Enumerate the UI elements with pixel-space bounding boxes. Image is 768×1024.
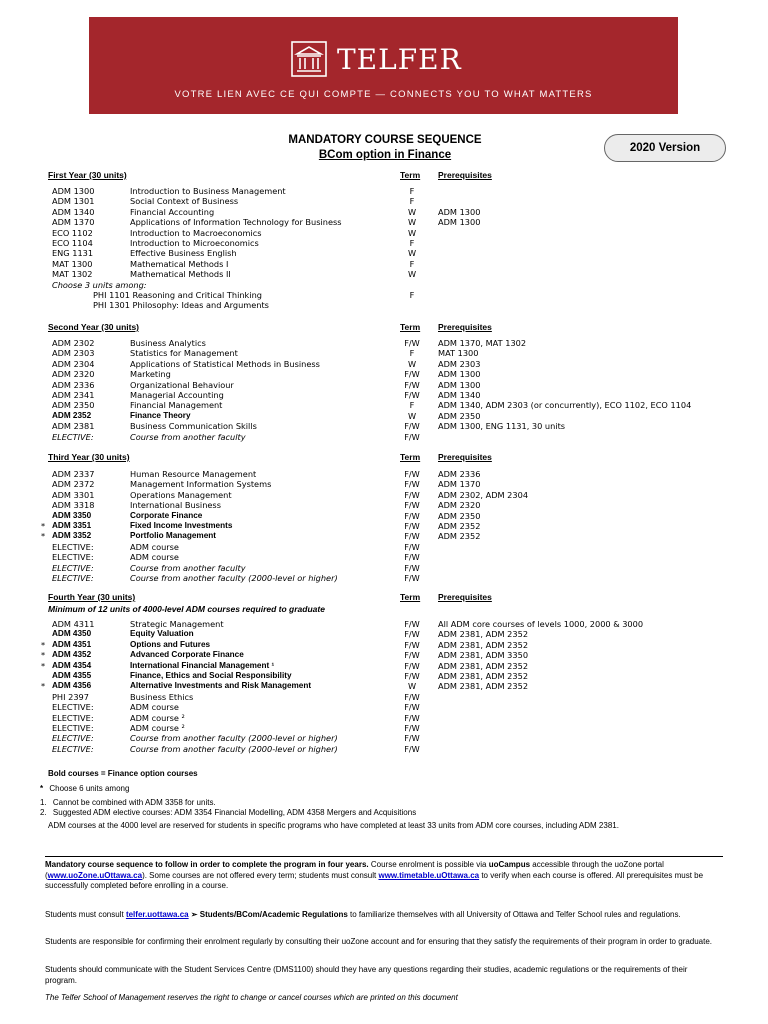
course-term: F/W (404, 338, 420, 348)
course-code: ENG 1131 (52, 248, 94, 259)
course-row (0, 359, 768, 370)
course-term: F/W (404, 521, 420, 531)
course-code: ADM 4354 (52, 660, 92, 670)
course-code: PHI 2397 (52, 691, 89, 702)
course-code: ADM 1340 (52, 206, 95, 217)
course-term: F/W (404, 671, 420, 681)
course-term: F/W (404, 531, 420, 542)
course-term: F/W (404, 500, 420, 511)
course-prereq: ADM 2381, ADM 2352 (438, 681, 529, 692)
course-prereq: ADM 2381, ADM 3350 (438, 650, 529, 661)
uozone-link[interactable]: www.uoZone.uOttawa.ca (47, 870, 143, 880)
star-note-text: Choose 6 units among (49, 784, 130, 793)
course-code: ADM 2381 (52, 421, 95, 432)
course-row (0, 744, 768, 755)
logo-text: TELFER (337, 42, 462, 76)
course-prereq: ADM 1300, ENG 1131, 30 units (438, 421, 566, 432)
course-row (0, 650, 768, 661)
course-title: Alternative Investments and Risk Management (130, 681, 312, 691)
course-code: ADM 3318 (52, 500, 95, 511)
course-title: Options and Futures (130, 639, 211, 649)
course-title: Portfolio Management (130, 531, 216, 541)
choice-term: F (409, 290, 415, 300)
course-term: F/W (404, 712, 420, 723)
star-marker: * (41, 660, 46, 671)
course-row (0, 400, 768, 411)
course-title: Management Information Systems (130, 479, 272, 490)
building-icon (289, 39, 329, 79)
course-code: ADM 3351 (52, 521, 92, 530)
course-row (0, 390, 768, 401)
footer-paragraph-3: Students are responsible for confirming their enrolment regularly by consulting their uoZone account and for ensuring that they satisfy the requirements of their program in order to graduate. (45, 937, 713, 946)
course-title: Managerial Accounting (130, 390, 224, 400)
course-term: F/W (404, 650, 420, 661)
course-row (0, 369, 768, 380)
course-row (0, 713, 768, 724)
course-row (0, 248, 768, 259)
footer-divider (45, 856, 723, 857)
footer-paragraph-5: The Telfer School of Management reserves the right to change or cancel courses which are printed on this document (45, 993, 458, 1002)
course-prereq: ADM 2352 (438, 521, 481, 531)
course-prereq: ADM 1340, ADM 2303 (or concurrently), ECO 1102, ECO 1104 (438, 400, 692, 411)
course-term: F/W (404, 510, 420, 521)
course-row (0, 702, 768, 713)
course-title: Human Resource Management (130, 469, 257, 479)
course-title: Finance Theory (130, 410, 191, 420)
course-code: ADM 2320 (52, 369, 95, 380)
course-term: F/W (404, 379, 420, 390)
course-row (0, 681, 768, 692)
footer-p1-uocampus: uoCampus (488, 860, 531, 869)
course-title: Business Analytics (130, 338, 206, 348)
course-row (0, 228, 768, 239)
telfer-link[interactable]: telfer.uottawa.ca (125, 910, 189, 919)
star-marker: * (41, 681, 46, 692)
course-term: F/W (404, 733, 420, 744)
footnote-2 (40, 808, 416, 819)
course-row (0, 238, 768, 249)
course-term: F/W (404, 660, 420, 671)
course-title: Applications of Information Technology for Business (130, 217, 342, 228)
course-title: Marketing (130, 369, 171, 380)
year4-term-header: Term (400, 592, 421, 602)
star-marker: * (40, 784, 44, 793)
course-row (0, 563, 768, 574)
course-title: Introduction to Microeconomics (130, 238, 259, 248)
course-code: ECO 1104 (52, 238, 93, 248)
course-row (0, 196, 768, 207)
course-row (0, 269, 768, 280)
course-prereq: ADM 2381, ADM 2352 (438, 629, 529, 640)
course-code: ADM 3352 (52, 531, 92, 541)
version-badge: 2020 Version (604, 134, 726, 162)
choice-title: PHI 1301 Philosophy: Ideas and Arguments (93, 300, 269, 311)
course-prereq: ADM 2350 (438, 410, 481, 421)
doc-subtitle-text: BCom option in Finance (318, 149, 452, 161)
course-row (0, 479, 768, 490)
course-row (0, 348, 768, 359)
course-code: ADM 2303 (52, 348, 95, 359)
footer-paragraph-4: Students should communicate with the Student Services Centre (DMS1100) should they have any questions regarding their studies, academic regulations or the requirements of their program. (45, 965, 688, 985)
course-code: ADM 2352 (52, 410, 92, 420)
course-title: ADM course (130, 541, 179, 552)
course-term: W (407, 227, 417, 238)
course-title: Social Context of Business (130, 196, 239, 207)
star-marker: * (41, 650, 46, 661)
course-code: MAT 1302 (52, 269, 93, 280)
course-row (0, 207, 768, 218)
doc-title: MANDATORY COURSE SEQUENCE (288, 134, 482, 146)
footer-p1-b: accessible through the uoZone portal ( (45, 860, 664, 880)
course-term: W (407, 206, 417, 217)
course-term: F (409, 186, 415, 196)
course-term: F/W (404, 552, 420, 563)
course-row (0, 542, 768, 553)
course-code: ELECTIVE: (52, 723, 94, 733)
footer-p1-a: Course enrolment is possible via (368, 860, 489, 869)
course-row (0, 629, 768, 640)
footnote-1 (40, 798, 216, 809)
course-prereq: ADM 1340 (438, 390, 481, 400)
year4-subheading: Minimum of 12 units of 4000-level ADM courses required to graduate (48, 604, 325, 614)
course-term: F/W (404, 629, 420, 640)
course-code: ELECTIVE: (52, 552, 94, 563)
course-term: F/W (404, 562, 420, 573)
course-term: F/W (404, 479, 420, 490)
course-title: Strategic Management (130, 619, 224, 629)
course-code: ADM 3301 (52, 489, 95, 500)
course-prereq: ADM 1300 (438, 379, 481, 390)
course-title: Course from another faculty (130, 562, 246, 573)
course-title: Introduction to Business Management (130, 186, 286, 196)
year3-term-header: Term (400, 452, 421, 462)
course-row (0, 500, 768, 511)
course-title: Mathematical Methods I (130, 258, 229, 269)
course-row (0, 380, 768, 391)
course-code: ADM 2372 (52, 479, 95, 490)
course-code: ADM 2336 (52, 379, 95, 390)
course-term: F (409, 196, 415, 207)
course-term: F/W (404, 369, 420, 380)
footnote-1-number: 1. (40, 798, 47, 807)
course-row (0, 186, 768, 197)
course-title: Equity Valuation (130, 629, 194, 639)
course-title: Corporate Finance (130, 510, 203, 520)
course-title: Business Ethics (130, 691, 194, 702)
year4-heading: Fourth Year (30 units) (48, 592, 136, 602)
course-title: Course from another faculty (2000-level or higher) (130, 733, 338, 744)
tagline: VOTRE LIEN AVEC CE QUI COMPTE — CONNECTS YOU TO WHAT MATTERS (174, 89, 593, 100)
course-title: Statistics for Management (130, 348, 238, 359)
course-prereq: ADM 2350 (438, 510, 481, 521)
course-title: Effective Business English (130, 248, 237, 259)
course-title: International Business (130, 500, 221, 511)
course-code: ADM 2337 (52, 469, 95, 479)
star-marker: * (41, 639, 46, 650)
footer-p1-bold: Mandatory course sequence to follow in order to complete the program in four years. (45, 860, 369, 869)
course-code: MAT 1300 (52, 258, 93, 269)
timetable-link[interactable]: www.timetable.uOttawa.ca (378, 870, 480, 880)
course-title: Introduction to Macroeconomics (130, 227, 262, 238)
course-code: ELECTIVE: (52, 562, 94, 573)
course-row (0, 661, 768, 672)
course-row (0, 733, 768, 744)
course-row (0, 338, 768, 349)
course-term: F/W (404, 541, 420, 552)
course-term: W (407, 410, 417, 421)
star-note (40, 784, 129, 795)
course-code: ELECTIVE: (52, 702, 94, 713)
course-code: ELECTIVE: (52, 743, 94, 754)
course-row (0, 671, 768, 682)
course-term: F/W (404, 421, 420, 432)
course-row (0, 511, 768, 522)
course-prereq: ADM 2352 (438, 531, 481, 542)
choice-row (0, 300, 768, 311)
course-term: F (409, 348, 415, 359)
course-row (0, 640, 768, 651)
footnote-2-number: 2. (40, 808, 47, 817)
course-title: Applications of Statistical Methods in Business (130, 358, 320, 369)
course-title: Fixed Income Investments (130, 521, 233, 530)
course-term: F/W (404, 431, 420, 442)
course-prereq: ADM 2336 (438, 469, 481, 479)
footer-p1-d: to verify when each course is offered. All prerequisites must be successfully completed before enrolling in a course. (45, 870, 704, 890)
course-code: ELECTIVE: (52, 573, 94, 583)
course-code: ELECTIVE: (52, 431, 94, 442)
year3-prereq-header: Prerequisites (438, 452, 492, 462)
footer-paragraph-1 (45, 860, 720, 892)
course-title: Finance, Ethics and Social Responsibility (130, 671, 292, 680)
course-term: F/W (404, 702, 420, 713)
course-code: ADM 4350 (52, 629, 92, 639)
course-row (0, 573, 768, 584)
course-title: Financial Accounting (130, 206, 215, 217)
course-code: ADM 2350 (52, 400, 95, 411)
course-code: ADM 1370 (52, 217, 95, 228)
course-code: ADM 4352 (52, 650, 92, 660)
year1-prereq-header: Prerequisites (438, 170, 492, 180)
course-row (0, 723, 768, 734)
bold-note: Bold courses = Finance option courses (48, 769, 198, 778)
course-term: F/W (404, 619, 420, 629)
course-code: ECO 1102 (52, 227, 93, 238)
course-prereq: MAT 1300 (438, 348, 479, 359)
course-row (0, 421, 768, 432)
course-title: Course from another faculty (2000-level or higher) (130, 573, 338, 583)
choice-row (0, 290, 768, 301)
course-title: Course from another faculty (2000-level or higher) (130, 743, 338, 754)
course-term: W (407, 217, 417, 228)
course-title: ADM course (130, 702, 179, 713)
course-code: ELECTIVE: (52, 733, 94, 744)
course-row (0, 259, 768, 270)
course-title: ADM course ² (130, 723, 185, 733)
course-row (0, 432, 768, 443)
year1-term-header: Term (400, 170, 421, 180)
year2-heading: Second Year (30 units) (48, 322, 140, 332)
footer-p2-path: ➢ Students/BCom/Academic Regulations (188, 910, 348, 919)
choice-title: PHI 1101 Reasoning and Critical Thinking (93, 290, 262, 300)
course-title: Operations Management (130, 489, 232, 500)
course-term: F/W (404, 573, 420, 583)
course-term: F/W (404, 489, 420, 500)
year2-prereq-header: Prerequisites (438, 322, 492, 332)
course-term: F/W (404, 691, 420, 702)
course-prereq: ADM 2303 (438, 358, 481, 369)
course-code: ELECTIVE: (52, 541, 94, 552)
course-code: ADM 2302 (52, 338, 95, 348)
course-code: ADM 4311 (52, 619, 95, 629)
choose-note (0, 280, 768, 291)
course-code: ADM 1300 (52, 186, 95, 196)
star-marker: * (41, 531, 46, 542)
choose-note-text: Choose 3 units among: (52, 279, 147, 290)
course-term: F/W (404, 639, 420, 650)
telfer-logo (289, 37, 462, 81)
footer-paragraph-2 (45, 910, 720, 921)
footnote-1-text: Cannot be combined with ADM 3358 for units. (52, 798, 216, 807)
course-prereq: ADM 1300 (438, 369, 481, 380)
course-prereq: ADM 1300 (438, 206, 481, 217)
course-code: ADM 4356 (52, 681, 92, 691)
course-term: F (409, 238, 415, 248)
course-term: F/W (404, 723, 420, 733)
course-code: ADM 4355 (52, 671, 92, 680)
course-prereq: ADM 1370, MAT 1302 (438, 338, 527, 348)
header-banner (89, 17, 678, 114)
course-title: Business Communication Skills (130, 421, 257, 432)
course-code: ADM 2341 (52, 390, 95, 400)
course-prereq: All ADM core courses of levels 1000, 2000 & 3000 (438, 619, 644, 629)
year1-heading: First Year (30 units) (48, 170, 127, 180)
course-code: ADM 1301 (52, 196, 95, 207)
course-title: ADM course ² (130, 712, 185, 723)
course-row (0, 490, 768, 501)
course-title: Course from another faculty (130, 431, 246, 442)
course-row (0, 217, 768, 228)
course-title: International Financial Management ¹ (130, 660, 275, 670)
year2-term-header: Term (400, 322, 421, 332)
course-term: F (409, 258, 415, 269)
course-term: F/W (404, 743, 420, 754)
course-row (0, 619, 768, 630)
year4-prereq-header: Prerequisites (438, 592, 492, 602)
course-prereq: ADM 1370 (438, 479, 481, 490)
course-term: W (407, 681, 417, 692)
course-row (0, 531, 768, 542)
course-term: W (407, 358, 417, 369)
course-row (0, 469, 768, 480)
adm-level-note: ADM courses at the 4000 level are reserved for students in specific programs who have completed at least 33 units from ADM core courses, including ADM 2381. (48, 821, 619, 830)
star-marker: * (41, 521, 46, 531)
course-term: W (407, 248, 417, 259)
course-title: Mathematical Methods II (130, 269, 231, 280)
course-term: F (409, 400, 415, 411)
course-code: ADM 2304 (52, 358, 95, 369)
course-code: ELECTIVE: (52, 712, 94, 723)
course-term: F/W (404, 390, 420, 400)
course-title: ADM course (130, 552, 179, 563)
course-row (0, 552, 768, 563)
course-row (0, 521, 768, 532)
course-code: ADM 3350 (52, 510, 92, 520)
course-term: W (407, 269, 417, 280)
footer-p1-c: ). Some courses are not offered every term; students must consult (142, 870, 379, 880)
course-title: Advanced Corporate Finance (130, 650, 244, 660)
doc-subtitle (200, 149, 570, 161)
footer-p2-a: Students must consult (45, 910, 126, 919)
footer-p2-b: to familiarize themselves with all University of Ottawa and Telfer School rules and regulations. (347, 910, 681, 919)
year3-heading: Third Year (30 units) (48, 452, 130, 462)
course-prereq: ADM 2381, ADM 2352 (438, 660, 529, 671)
course-row (0, 411, 768, 422)
course-prereq: ADM 1300 (438, 217, 481, 228)
course-code: ADM 4351 (52, 639, 92, 649)
course-term: F/W (404, 469, 420, 479)
course-prereq: ADM 2320 (438, 500, 481, 511)
course-title: Financial Management (130, 400, 223, 411)
course-row (0, 692, 768, 703)
course-prereq: ADM 2381, ADM 2352 (438, 671, 529, 681)
course-prereq: ADM 2302, ADM 2304 (438, 489, 529, 500)
footnote-2-text: Suggested ADM elective courses: ADM 3354 Financial Modelling, ADM 4358 Mergers and Acquisitions (52, 808, 417, 817)
course-prereq: ADM 2381, ADM 2352 (438, 639, 529, 650)
course-title: Organizational Behaviour (130, 379, 234, 390)
